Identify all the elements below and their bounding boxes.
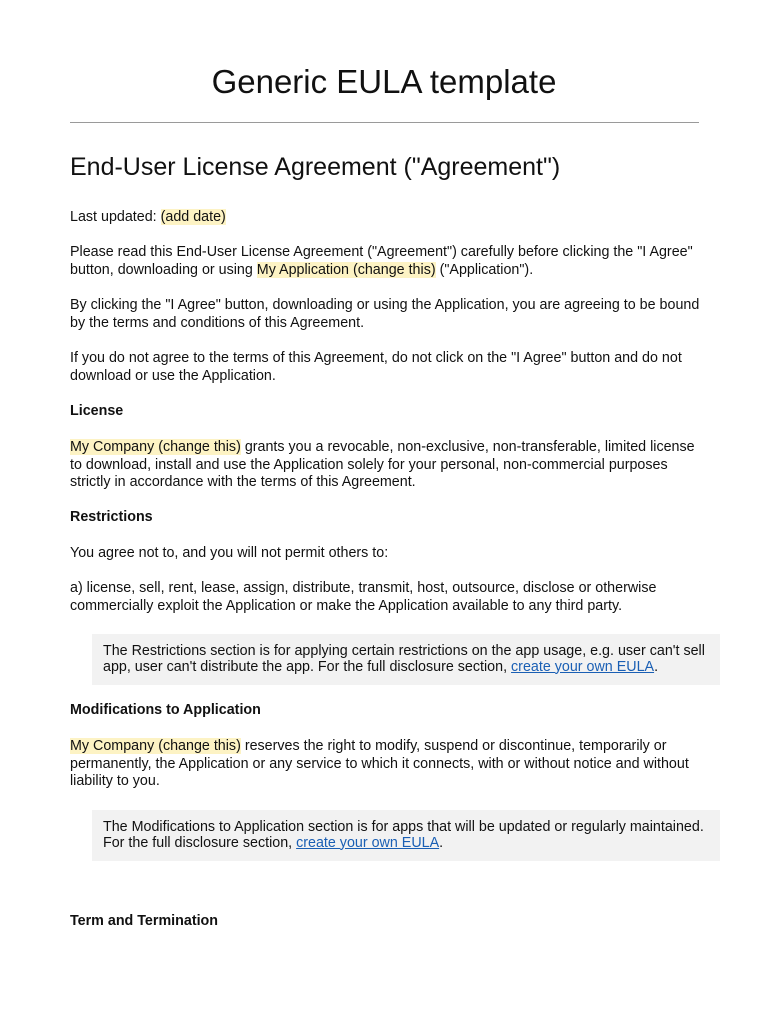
company-name-placeholder: My Company (change this) [70, 439, 241, 455]
modifications-paragraph [70, 738, 710, 791]
term-termination-heading: Term and Termination [70, 913, 219, 929]
agreement-heading: End-User License Agreement ("Agreement") [70, 153, 561, 181]
restrictions-heading: Restrictions [70, 509, 153, 525]
modifications-note-text: The Modifications to Application section is for apps that will be updated or regularly maintained. For the full disclosure section, [103, 819, 704, 851]
company-name-placeholder: My Company (change this) [70, 738, 241, 754]
create-eula-link[interactable]: create your own EULA [511, 658, 655, 675]
disagree-paragraph: If you do not agree to the terms of this Agreement, do not click on the "I Agree" button and do not download or use the Application. [70, 350, 682, 384]
restrictions-note-end: . [654, 658, 659, 675]
modifications-heading: Modifications to Application [70, 702, 261, 718]
intro-text-end: ("Application"). [435, 261, 534, 278]
create-eula-link[interactable]: create your own EULA [296, 834, 440, 851]
last-updated-line [70, 209, 710, 227]
modifications-note-end: . [439, 834, 444, 851]
license-paragraph [70, 439, 710, 492]
license-heading: License [70, 403, 124, 419]
modifications-text: reserves the right to modify, suspend or discontinue, temporarily or permanently, the Application or any service to which it connects, with or without notice and without liability to you. [70, 738, 689, 790]
modifications-note [92, 810, 720, 861]
binding-paragraph: By clicking the "I Agree" button, downloading or using the Application, you are agreeing to be bound by the terms and conditions of this Agreement. [70, 297, 700, 331]
license-text: grants you a revocable, non-exclusive, non-transferable, limited license to download, install and use the Application solely for your personal, non-commercial purposes strictly in accordance with the terms of this Agreement. [70, 439, 695, 491]
last-updated-label: Last updated: [70, 209, 161, 225]
restrictions-intro: You agree not to, and you will not permit others to: [70, 545, 389, 561]
intro-text: Please read this End-User License Agreement ("Agreement") carefully before clicking the "I Agree" button, downloading or using [70, 244, 693, 278]
restrictions-note [92, 634, 720, 685]
intro-paragraph [70, 244, 710, 279]
app-name-placeholder: My Application (change this) [256, 261, 436, 278]
restriction-item-a: a) license, sell, rent, lease, assign, distribute, transmit, host, outsource, disclose or otherwise commercially exploit the Application or make the Application available to any third party. [70, 580, 657, 614]
restrictions-note-text: The Restrictions section is for applying certain restrictions on the app usage, e.g. user can't sell app, user can't distribute the app. For the full disclosure section, [103, 643, 705, 675]
document-title: Generic EULA template [211, 63, 557, 100]
last-updated-date-placeholder: (add date) [160, 209, 226, 225]
title-divider [70, 122, 699, 123]
